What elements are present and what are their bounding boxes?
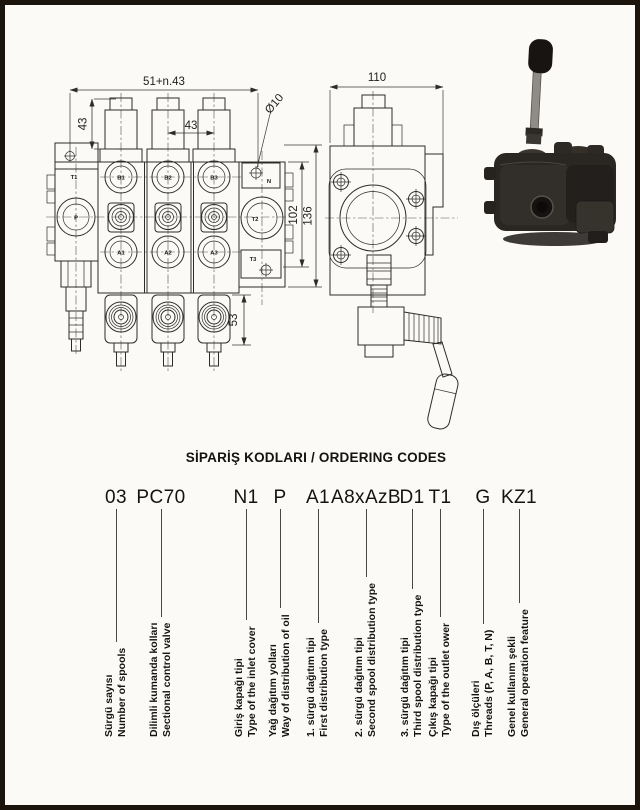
ordering-code-leader-line: [318, 509, 319, 623]
ordering-code-label-english: First distribution type: [318, 629, 330, 737]
dim-total-height: 136: [302, 206, 315, 226]
port-label-b1: B1: [117, 175, 125, 182]
ordering-code-value: T1: [428, 487, 452, 508]
ordering-code-leader-line: [280, 509, 281, 608]
lever-bellows: [404, 312, 441, 344]
port-label-t3: T3: [249, 257, 257, 263]
ordering-code-label-turkish: 2. sürgü dağıtım tipi: [353, 637, 365, 737]
port-label-t1: T1: [70, 175, 78, 181]
port-label-a2: A2: [164, 250, 172, 257]
ordering-code-value: KZ1: [500, 487, 538, 508]
inlet-end-plate: [47, 143, 98, 351]
port-label-b3: B3: [210, 175, 218, 182]
ordering-code-value: D1: [399, 487, 425, 508]
ordering-code-leader-line: [483, 509, 484, 624]
ordering-code-value: A1: [305, 487, 331, 508]
valve-body: [98, 162, 239, 293]
dim-depth: 110: [367, 72, 387, 84]
dim-body-height: 102: [288, 205, 300, 225]
ordering-code-label: [506, 609, 634, 763]
ordering-code-leader-line: [246, 509, 247, 620]
ordering-code-label-turkish: Genel kullanım şekli: [506, 636, 518, 737]
spool-caps: [100, 98, 235, 162]
lever-shaft: [433, 342, 452, 377]
port-label-t2: T2: [251, 217, 259, 223]
front-view-drawing: [30, 55, 330, 385]
port-label-b2: B2: [164, 175, 172, 182]
port-label-n: N: [266, 179, 272, 185]
outlet-end-plate: [239, 162, 293, 287]
dim-spool-pitch: 43: [184, 120, 198, 132]
ordering-code-value: N1: [233, 487, 259, 508]
section-ports: [105, 161, 230, 268]
ordering-code-label-turkish: Giriş kapağı tipi: [233, 658, 245, 737]
lever-knob: [528, 39, 554, 74]
side-view-dimensions: [330, 72, 443, 154]
ordering-code-value: A8xAzB: [331, 487, 401, 508]
ordering-code-leader-line: [519, 509, 520, 603]
ordering-code-value: G: [475, 487, 491, 508]
ordering-code-label-turkish: 3. sürgü dağıtım tipi: [399, 637, 411, 737]
side-view-drawing: [325, 55, 465, 445]
ordering-code-leader-line: [161, 509, 162, 617]
ordering-code-label-english: Third spool distribution type: [412, 594, 424, 737]
ordering-code-label-turkish: Sürgü sayısı: [103, 674, 115, 737]
ordering-code-label-english: Number of spools: [116, 647, 128, 737]
ordering-code-label-turkish: Yağ dağıtım yolları: [267, 644, 279, 737]
ordering-code-leader-line: [412, 509, 413, 589]
port-label-a3: A3: [210, 250, 218, 257]
valve-photo-body: [484, 142, 616, 246]
ordering-code-label-turkish: Dış ölçüleri: [470, 680, 482, 737]
ordering-code-value: P: [273, 487, 287, 508]
ordering-code-label-english: Type of the inlet cover: [246, 626, 258, 737]
spring-return-caps: [105, 295, 230, 366]
side-body: [329, 95, 443, 295]
ordering-code-label-turkish: Çıkış kapağı tipi: [427, 657, 439, 737]
ordering-code-label-english: Type of the outlet ower: [440, 622, 452, 737]
ordering-code-leader-line: [116, 509, 117, 642]
port-label-a1: A1: [117, 250, 125, 257]
ordering-code-label-english: Threads (P, A, B, T, N): [483, 629, 495, 737]
ordering-code-label-english: Sectional control valve: [161, 622, 173, 737]
ordering-code-label-english: Way of distribution of oil: [280, 614, 292, 737]
valve-photo-lever: [524, 39, 553, 145]
port-label-p: P: [74, 215, 78, 222]
lever-grip: [426, 372, 460, 431]
dim-total-width: 51+n.43: [143, 76, 185, 88]
dim-cap-height: 43: [77, 117, 90, 131]
dim-hole-diameter: Ø10: [263, 91, 287, 117]
ordering-code-label-english: Second spool distribution type: [366, 582, 378, 737]
dim-spring-cap-height: 53: [228, 313, 240, 327]
ordering-code-value: PC70: [136, 487, 186, 508]
ordering-code-label-english: General operation feature: [519, 609, 531, 737]
product-photo: [470, 15, 635, 250]
ordering-code-leader-line: [440, 509, 441, 617]
ordering-codes-title: SİPARİŞ KODLARI / ORDERING CODES: [185, 450, 447, 465]
ordering-code-value: 03: [105, 487, 127, 508]
ordering-code-leader-line: [366, 509, 367, 577]
ordering-code-label-turkish: Dilimli kumanda kolları: [148, 622, 160, 737]
ordering-code-label-turkish: 1. sürgü dağıtım tipi: [305, 637, 317, 737]
